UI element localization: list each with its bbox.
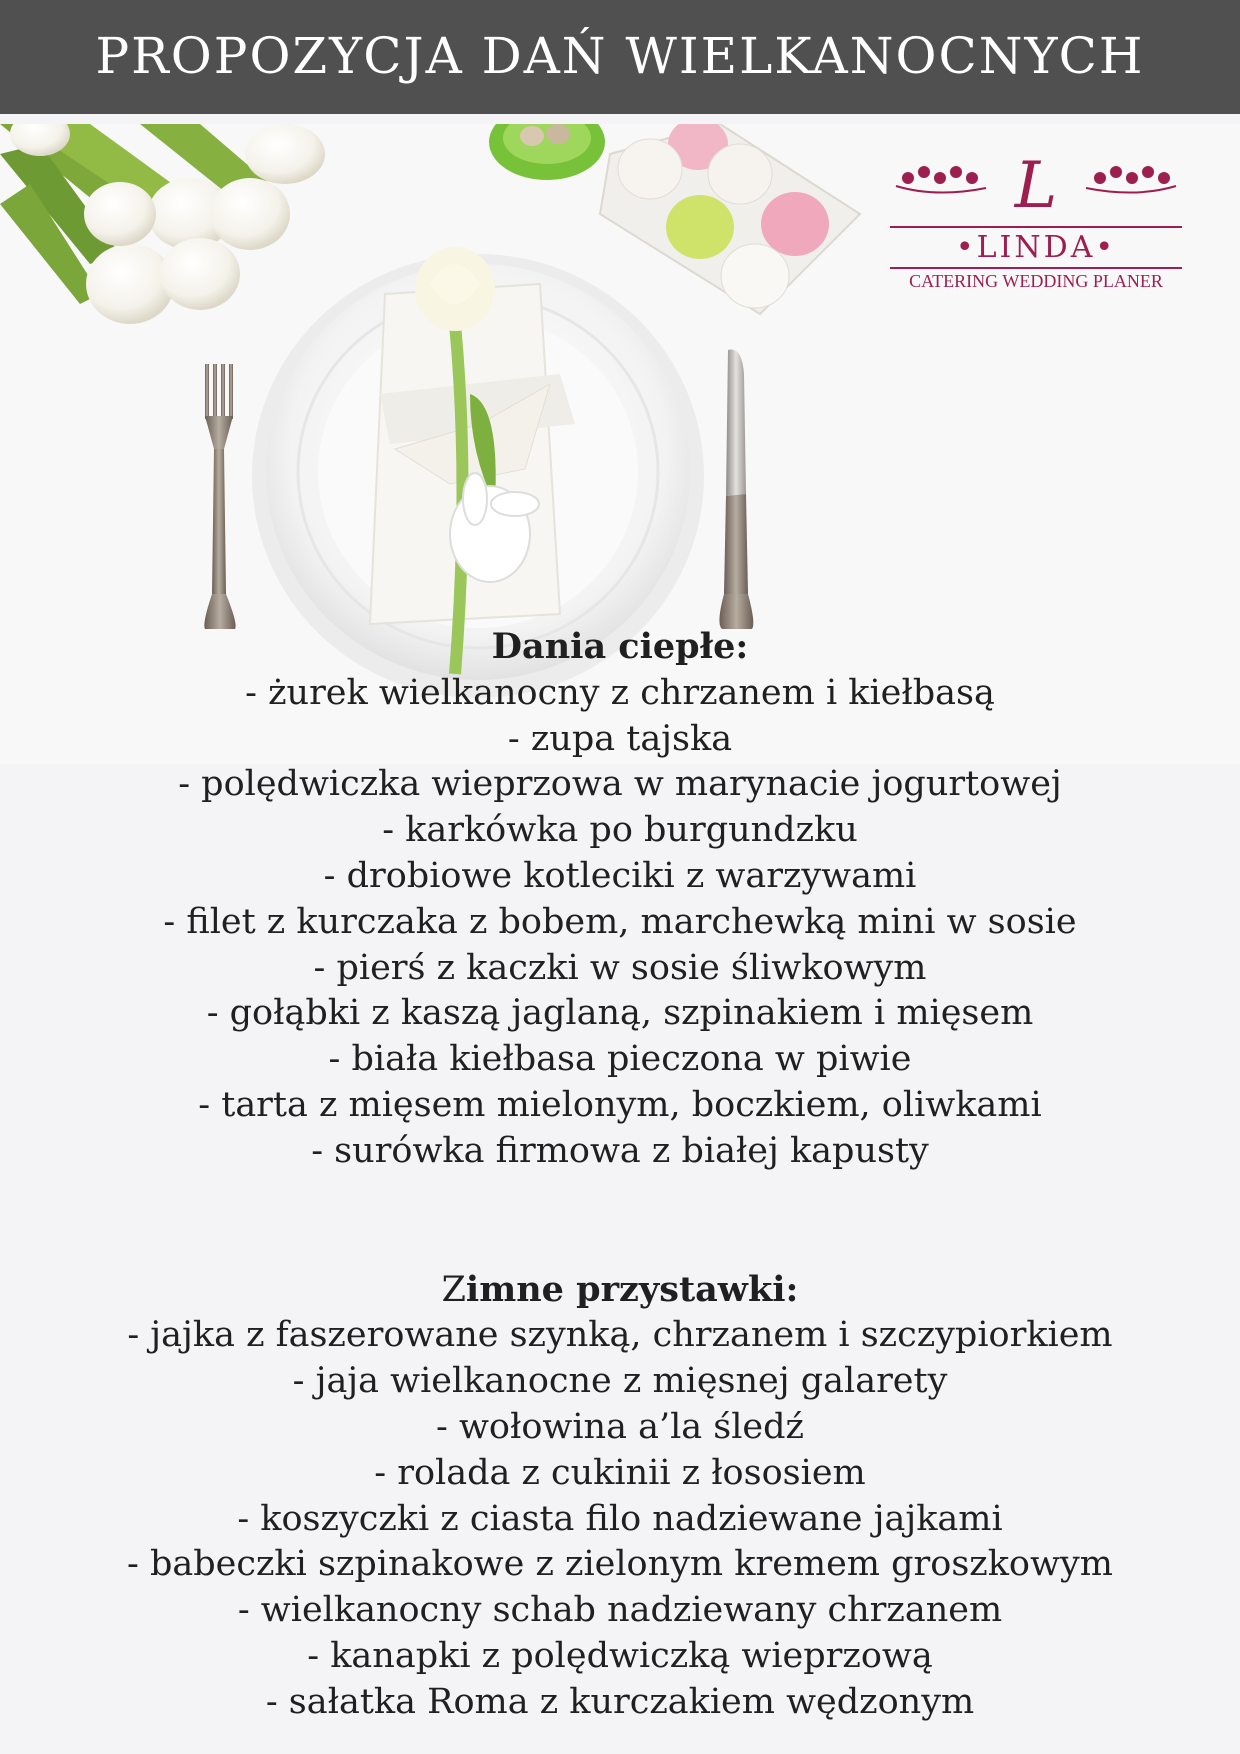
menu-item: - wielkanocny schab nadziewany chrzanem xyxy=(237,1590,1003,1631)
page-title: PROPOZYCJA DAŃ WIELKANOCNYCH xyxy=(95,27,1145,85)
linda-logo xyxy=(886,150,1186,295)
menu-item: - jajka z faszerowane szynką, chrzanem i szczypiorkiem xyxy=(127,1315,1113,1356)
section-title xyxy=(20,1267,1220,1314)
menu-item: - drobiowe kotleciki z warzywami xyxy=(323,855,917,896)
menu-item: - gołąbki z kaszą jaglaną, szpinakiem i mięsem xyxy=(206,993,1034,1034)
section-title-prefix: Z xyxy=(441,1269,466,1310)
menu-item: - kanapki z polędwiczką wieprzową xyxy=(307,1635,933,1676)
menu-item: - tarta z mięsem mielonym, boczkiem, oliwkami xyxy=(198,1084,1042,1125)
menu-item: - rolada z cukinii z łososiem xyxy=(374,1452,866,1493)
logo-monogram: L xyxy=(1014,149,1058,223)
header-bar xyxy=(0,0,1240,114)
section-title-text: imne przystawki: xyxy=(465,1268,799,1310)
menu-item: - wołowina a’la śledź xyxy=(436,1406,804,1447)
menu-item: - koszyczki z ciasta filo nadziewane jajkami xyxy=(237,1498,1003,1539)
logo-divider xyxy=(890,267,1182,269)
section-title-text: Dania ciepłe: xyxy=(491,626,749,667)
menu-item: - sałatka Roma z kurczakiem wędzonym xyxy=(265,1681,975,1722)
menu-item: - pierś z kaczki w sosie śliwkowym xyxy=(313,947,927,988)
menu-item: - surówka firmowa z białej kapusty xyxy=(311,1130,929,1171)
menu-item: - babeczki szpinakowe z zielonym kremem groszkowym xyxy=(127,1544,1113,1585)
menu-item: - filet z kurczaka z bobem, marchewką mini w sosie xyxy=(163,901,1077,942)
section-spacer xyxy=(20,1175,1220,1267)
menu-item: - biała kiełbasa pieczona w piwie xyxy=(328,1039,912,1080)
section-cold-starters xyxy=(20,1267,1220,1726)
menu-item: - polędwiczka wieprzowa w marynacie jogurtowej xyxy=(178,764,1062,805)
logo-name: •LINDA• xyxy=(955,230,1117,265)
menu-item: - jaja wielkanocne z mięsnej galarety xyxy=(292,1361,948,1402)
section-hot-dishes xyxy=(20,624,1220,1175)
logo-divider xyxy=(890,226,1182,228)
menu xyxy=(20,624,1220,1726)
section-title xyxy=(20,624,1220,671)
menu-item: - żurek wielkanocny z chrzanem i kiełbasą xyxy=(245,672,995,713)
logo-tagline: CATERING WEDDING PLANER xyxy=(909,271,1163,291)
menu-item: - karkówka po burgundzku xyxy=(382,810,858,851)
menu-item: - zupa tajska xyxy=(507,718,733,759)
